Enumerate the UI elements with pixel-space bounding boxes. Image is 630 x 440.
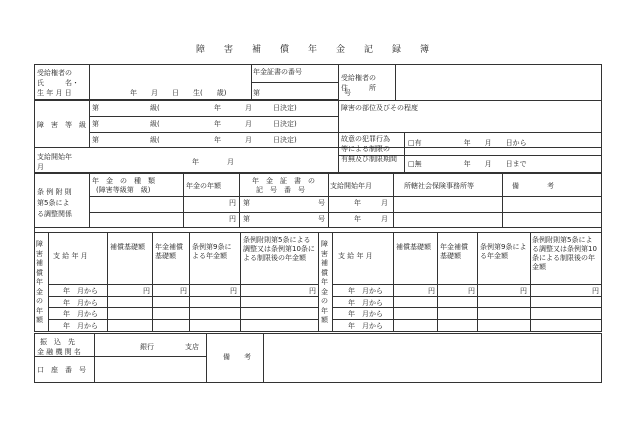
annual-amount-side-label: 障害補償年金の年額 — [36, 240, 43, 324]
col-payment-period: 支 給 年 月 — [338, 252, 373, 260]
grid-line — [318, 232, 319, 332]
grid-line — [239, 173, 240, 228]
grid-line — [189, 232, 190, 332]
grade-row-year[interactable]: 年 — [214, 120, 221, 128]
payment-period-cell[interactable]: 年 月から — [348, 322, 383, 330]
restriction-without-checkbox[interactable]: □無 年 月 日まで — [408, 160, 527, 168]
grid-line — [437, 232, 438, 332]
col-pension-base: 年金補償基礎額 — [440, 243, 468, 260]
grid-line — [206, 333, 207, 383]
cert-number-label: 年金証書の番号 — [253, 68, 302, 76]
account-number-label: 口 座 番 号 — [37, 366, 86, 374]
col-pension-amount: 年金の年額 — [186, 182, 221, 190]
grid-line — [183, 173, 184, 228]
disability-grade-label: 障 害 等 級 — [37, 121, 86, 129]
recipient-name-label: 生 年 月 日 — [37, 89, 72, 97]
col-adjusted-amount: 条例附則第5条による調整又は条例第10条による制限後の年金額 — [532, 236, 597, 271]
adjust-row-month[interactable]: 月 — [381, 215, 388, 223]
restriction-label: 有無及び制限期間 — [341, 155, 397, 163]
form-border-left — [34, 233, 35, 332]
adjustment-label: 条 例 附 則 — [37, 188, 72, 196]
col-start-month: 支給開始年月 — [330, 182, 372, 190]
payment-period-cell[interactable]: 年 月から — [63, 299, 98, 307]
bank-note-label: 備 考 — [223, 353, 251, 361]
grid-line — [34, 331, 602, 332]
grid-line — [89, 173, 90, 228]
grade-row-decision[interactable]: 日決定) — [273, 136, 297, 144]
adjust-row-cert[interactable]: 第 — [243, 199, 250, 207]
col-adjusted-amount: 条例附則第5条による調整又は条例第10条による制限後の年金額 — [243, 236, 315, 262]
grade-row-month[interactable]: 月 — [245, 104, 252, 112]
annual-amount-side-label: 障害補償年金の年額 — [321, 240, 328, 324]
grid-line — [395, 64, 396, 101]
recipient-name-label: 氏 名・ — [37, 79, 79, 87]
col-base-amount: 補償基礎額 — [110, 243, 145, 251]
grid-line — [48, 284, 319, 285]
grid-line — [48, 232, 49, 332]
grid-line — [107, 232, 108, 332]
col-cert-number: 年 金 証 書 の — [252, 177, 315, 185]
grid-line — [89, 196, 602, 197]
col-article9-amount: 条例第9条による年金額 — [480, 243, 527, 260]
base-amount-yen: 円 — [143, 287, 150, 295]
grid-line — [89, 116, 339, 117]
restriction-label: 等による制限の — [341, 145, 390, 153]
grade-row-year[interactable]: 年 — [214, 136, 221, 144]
grid-line — [89, 212, 602, 213]
form-border-right — [601, 233, 602, 332]
form-border-right — [601, 64, 602, 233]
grade-row-month[interactable]: 月 — [245, 120, 252, 128]
grid-line — [94, 333, 95, 383]
grid-line — [34, 173, 602, 174]
pension-base-yen: 円 — [468, 287, 475, 295]
grade-row-month[interactable]: 月 — [245, 136, 252, 144]
grid-line — [34, 333, 602, 334]
grade-row-prefix: 第 — [92, 120, 99, 128]
adjust-row-month[interactable]: 月 — [381, 199, 388, 207]
grid-line — [152, 232, 153, 332]
grade-row-prefix: 第 — [92, 104, 99, 112]
col-article9-amount: 条例第9条による年金額 — [192, 243, 232, 260]
col-pension-type: (障害等級第 級) — [96, 186, 151, 194]
grid-line — [393, 173, 394, 228]
restriction-label: 故意の犯罪行為 — [341, 135, 390, 143]
grade-row-prefix: 第 — [92, 136, 99, 144]
branch-name-field[interactable]: 支店 — [185, 343, 199, 351]
grid-line — [251, 82, 339, 83]
form-border-right — [601, 333, 602, 383]
start-date-field[interactable]: 年 月 — [192, 158, 234, 166]
cert-number-field[interactable]: 第 号 — [253, 89, 351, 97]
grade-row-year[interactable]: 年 — [214, 104, 221, 112]
grid-line — [332, 284, 602, 285]
col-pension-base: 年金補償基礎額 — [155, 243, 183, 260]
article9-yen: 円 — [230, 287, 237, 295]
grid-line — [332, 319, 602, 320]
page-title: 障 害 補 償 年 金 記 録 簿 — [195, 45, 434, 55]
article9-yen: 円 — [520, 287, 527, 295]
grade-row-grade[interactable]: 級( — [150, 104, 160, 112]
bank-name-field[interactable]: 銀行 — [140, 343, 154, 351]
adjusted-yen: 円 — [592, 287, 599, 295]
birth-date-field[interactable]: 年 月 日 生( 歳) — [130, 89, 227, 97]
adjust-row-year[interactable]: 年 — [354, 215, 361, 223]
col-note: 備 考 — [512, 182, 554, 190]
grid-line — [477, 232, 478, 332]
grid-line — [89, 100, 90, 148]
grid-line — [34, 227, 90, 228]
adjust-row-yen: 円 — [229, 199, 236, 207]
grid-line — [328, 173, 329, 228]
col-pension-type: 年 金 の 種 類 — [92, 177, 155, 185]
grid-line — [48, 296, 319, 297]
adjust-row-cert[interactable]: 第 — [243, 215, 250, 223]
grid-line — [89, 132, 339, 133]
adjust-row-year[interactable]: 年 — [354, 199, 361, 207]
adjust-row-cert[interactable]: 号 — [318, 199, 325, 207]
transfer-bank-label: 振 込 先 — [40, 338, 75, 346]
address-label: 住 所 — [341, 84, 376, 92]
grade-row-decision[interactable]: 日決定) — [273, 104, 297, 112]
payment-period-cell[interactable]: 年 月から — [348, 287, 383, 295]
form-border-top — [34, 64, 602, 65]
adjustment-label: る調整関係 — [37, 210, 72, 218]
payment-period-cell[interactable]: 年 月から — [63, 287, 98, 295]
grid-line — [530, 232, 531, 332]
form-border-bottom — [34, 382, 602, 383]
col-base-amount: 補償基礎額 — [396, 243, 431, 251]
adjusted-yen: 円 — [309, 287, 316, 295]
recipient-name-label: 受給権者の — [37, 69, 72, 77]
restriction-with-checkbox[interactable]: □有 年 月 日から — [408, 139, 527, 147]
start-date-label: 月 — [37, 163, 44, 171]
payment-period-cell[interactable]: 年 月から — [348, 299, 383, 307]
start-date-label: 支給開始年 — [37, 153, 72, 161]
col-cert-number: 記 号 番 号 — [256, 186, 305, 194]
col-payment-period: 支 給 年 月 — [53, 252, 88, 260]
grid-line — [502, 173, 503, 228]
grid-line — [404, 132, 405, 173]
grade-row-grade[interactable]: 級( — [150, 136, 160, 144]
grid-line — [48, 319, 319, 320]
grid-line — [338, 147, 339, 173]
adjust-row-cert[interactable]: 号 — [318, 215, 325, 223]
form-border-left — [34, 64, 35, 233]
grid-line — [240, 232, 241, 332]
grid-line — [332, 296, 602, 297]
transfer-bank-label: 金 融 機 関 名 — [37, 348, 81, 356]
grade-row-decision[interactable]: 日決定) — [273, 120, 297, 128]
adjustment-label: 第5条によ — [37, 199, 70, 207]
grade-row-grade[interactable]: 級( — [150, 120, 160, 128]
grid-line — [89, 64, 90, 101]
payment-period-cell[interactable]: 年 月から — [348, 310, 383, 318]
grid-line — [263, 333, 264, 383]
grid-line — [89, 227, 602, 228]
grid-line — [332, 232, 333, 332]
address-label: 受給権者の — [341, 74, 376, 82]
grid-line — [338, 132, 602, 133]
payment-period-cell[interactable]: 年 月から — [63, 322, 98, 330]
col-office: 所轄社会保険事務所等 — [404, 182, 474, 190]
adjust-row-yen: 円 — [229, 215, 236, 223]
form-border-left — [34, 333, 35, 383]
grid-line — [34, 100, 602, 101]
pension-base-yen: 円 — [180, 287, 187, 295]
disability-part-label: 障害の部位及びその程度 — [341, 104, 418, 112]
payment-period-cell[interactable]: 年 月から — [63, 310, 98, 318]
grid-line — [393, 232, 394, 332]
grid-line — [338, 64, 339, 148]
base-amount-yen: 円 — [428, 287, 435, 295]
